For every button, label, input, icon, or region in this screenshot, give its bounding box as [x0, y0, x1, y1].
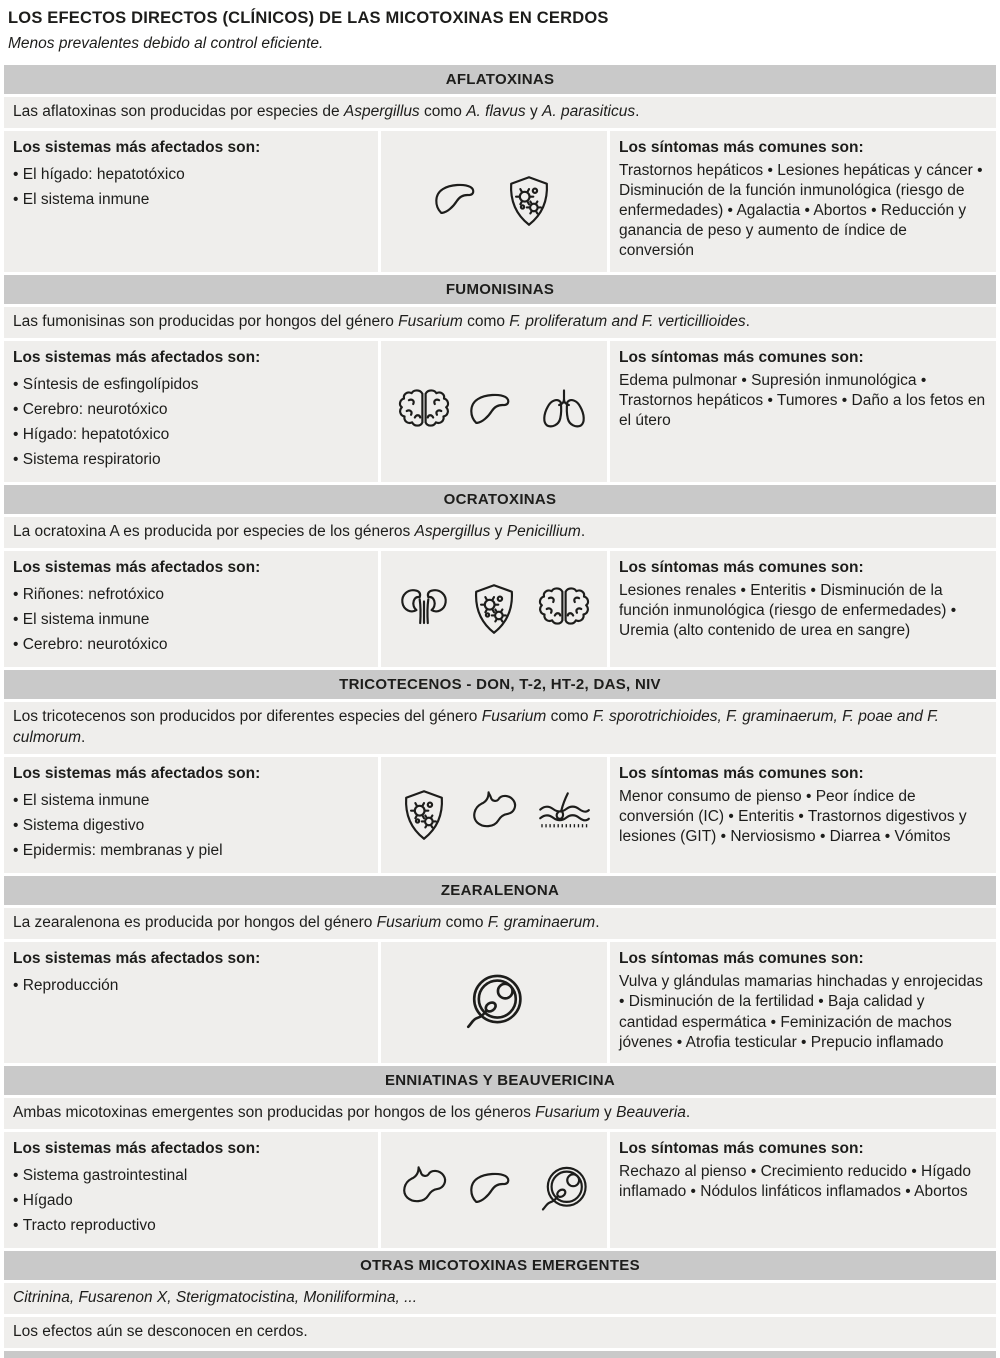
systems-list: [4, 372, 378, 472]
section-header: [4, 876, 996, 905]
section-header: [4, 670, 996, 699]
section-rows: [4, 702, 996, 754]
section-body: [4, 1132, 996, 1248]
species-name-italic: F. sporotrichioides, F. graminaerum, F. poae and F. culmorum: [13, 708, 939, 747]
kidneys-icon: [397, 582, 451, 636]
immune-shield-icon: [467, 582, 521, 636]
species-name-italic: Fusarium: [535, 1103, 600, 1121]
section-rows: [4, 908, 996, 939]
symptoms-cell: [610, 757, 996, 873]
symptoms-text: Vulva y glándulas mamarias hinchadas y enrojecidas • Disminución de la fertilidad • Baja calidad y cantidad espermática • Feminización de machos jóvenes • Atrofia testicular • Prepucio inflamado: [619, 973, 983, 1051]
section-body: [4, 341, 996, 482]
row-text-segment: .: [685, 1103, 691, 1121]
section: [4, 670, 996, 873]
immune-shield-icon: [397, 788, 451, 842]
system-item: • Cerebro: neurotóxico: [13, 632, 369, 657]
brain-icon: [537, 582, 591, 636]
bottom-cropped-header-bar: [4, 1351, 996, 1358]
row-text-segment: como: [419, 103, 467, 120]
system-item: • Sistema respiratorio: [13, 447, 369, 472]
symptoms-heading: Los síntomas más comunes son:: [619, 348, 864, 366]
liver-icon: [467, 1163, 521, 1217]
species-name-italic: Aspergillus: [343, 103, 420, 120]
icons-cell: [381, 942, 607, 1063]
section-title: ENNIATINAS Y BEAUVERICINA: [384, 1071, 616, 1089]
section-header: [4, 485, 996, 514]
section: [4, 1251, 996, 1348]
system-item: • El sistema inmune: [13, 788, 369, 813]
row-text-segment: Las fumonisinas son producidas por hongos del género: [13, 312, 399, 330]
row-text-segment: como: [441, 914, 488, 932]
row-text-segment: Los efectos aún se desconocen en cerdos.: [13, 1323, 308, 1341]
section-title: ZEARALENONA: [440, 882, 560, 900]
lungs-icon: [537, 384, 591, 438]
section: [4, 275, 996, 482]
fertilization-icon: [537, 1163, 591, 1217]
species-name-italic: F. graminaerum: [487, 914, 596, 932]
symptoms-heading: Los síntomas más comunes son:: [619, 138, 864, 156]
section-text-row: [4, 702, 996, 754]
section-text-row: [4, 1283, 996, 1314]
section-text-row: [4, 307, 996, 338]
page-subtitle: Menos prevalentes debido al control eficiente.: [8, 35, 324, 52]
symptoms-heading: Los síntomas más comunes son:: [619, 558, 864, 576]
section-text-row: [4, 517, 996, 548]
system-item: • Hígado: hepatotóxico: [13, 422, 369, 447]
species-name-italic: Citrinina, Fusarenon X, Sterigmatocistina, Moniliformina, ...: [13, 1289, 418, 1307]
symptoms-cell: [610, 551, 996, 667]
section-rows: [4, 1283, 996, 1348]
species-name-italic: Fusarium: [481, 708, 547, 726]
system-item: • Síntesis de esfingolípidos: [13, 372, 369, 397]
systems-cell: [4, 551, 378, 667]
section-title: OTRAS MICOTOXINAS EMERGENTES: [360, 1257, 640, 1275]
systems-cell: [4, 757, 378, 873]
row-text-segment: La ocratoxina A es producida por especies de los géneros: [13, 522, 415, 540]
species-name-italic: Aspergillus: [414, 522, 491, 540]
systems-cell: [4, 1132, 378, 1248]
page-title: LOS EFECTOS DIRECTOS (CLÍNICOS) DE LAS MICOTOXINAS EN CERDOS: [8, 9, 609, 27]
brain-icon: [397, 384, 451, 438]
system-item: • Riñones: nefrotóxico: [13, 582, 369, 607]
systems-heading: Los sistemas más afectados son:: [13, 1139, 261, 1157]
row-text-segment: como: [546, 708, 593, 726]
liver-icon: [432, 174, 486, 228]
section-body: [4, 942, 996, 1063]
row-text-segment: .: [635, 103, 640, 120]
species-name-italic: A. parasiticus: [542, 103, 636, 120]
system-item: • El sistema inmune: [13, 187, 369, 212]
stomach-icon: [397, 1163, 451, 1217]
section-title: FUMONISINAS: [445, 280, 555, 298]
row-text-segment: y: [599, 1103, 617, 1121]
systems-list: [4, 162, 378, 212]
symptoms-cell: [610, 131, 996, 272]
systems-cell: [4, 131, 378, 272]
systems-heading: Los sistemas más afectados son:: [13, 950, 261, 968]
row-text-segment: Las aflatoxinas son producidas por especies de: [13, 103, 344, 120]
section-header: [4, 1066, 996, 1095]
icons-cell: [381, 757, 607, 873]
symptoms-text: Rechazo al pienso • Crecimiento reducido • Hígado inflamado • Nódulos linfáticos inflamados • Abortos: [619, 1162, 972, 1200]
section-rows: [4, 307, 996, 338]
stomach-icon: [467, 788, 521, 842]
section-body: [4, 131, 996, 272]
document-header: [4, 7, 996, 65]
systems-list: [4, 788, 378, 863]
row-text-segment: Los tricotecenos son producidos por diferentes especies del género: [13, 708, 482, 726]
row-text-segment: como: [462, 312, 510, 330]
section-text-row: [4, 1317, 996, 1348]
section-rows: [4, 97, 996, 128]
row-text-segment: .: [580, 522, 586, 540]
systems-list: [4, 1163, 378, 1238]
symptoms-heading: Los síntomas más comunes son:: [619, 765, 864, 783]
icons-cell: [381, 341, 607, 482]
section: [4, 1066, 996, 1248]
systems-heading: Los sistemas más afectados son:: [13, 558, 261, 576]
section-header: [4, 65, 996, 94]
systems-heading: Los sistemas más afectados son:: [13, 348, 261, 366]
symptoms-heading: Los síntomas más comunes son:: [619, 1139, 864, 1157]
row-text-segment: La zearalenona es producida por hongos del género: [13, 914, 377, 932]
liver-icon: [467, 384, 521, 438]
section-header: [4, 275, 996, 304]
row-text-segment: y: [525, 103, 543, 120]
section-rows: [4, 1098, 996, 1129]
symptoms-cell: [610, 942, 996, 1063]
systems-list: [4, 973, 378, 998]
symptoms-cell: [610, 1132, 996, 1248]
icons-cell: [381, 131, 607, 272]
section-title: OCRATOXINAS: [443, 490, 557, 508]
symptoms-cell: [610, 341, 996, 482]
species-name-italic: A. flavus: [466, 103, 526, 120]
section-title: AFLATOXINAS: [445, 71, 555, 88]
system-item: • Sistema gastrointestinal: [13, 1163, 369, 1188]
section: [4, 65, 996, 272]
section-header: [4, 1251, 996, 1280]
row-text-segment: y: [490, 522, 507, 540]
row-text-segment: .: [595, 914, 600, 932]
system-item: • Reproducción: [13, 973, 369, 998]
section-title: TRICOTECENOS - DON, T-2, HT-2, DAS, NIV: [339, 676, 661, 694]
system-item: • Epidermis: membranas y piel: [13, 838, 369, 863]
section-text-row: [4, 97, 996, 128]
system-item: • El hígado: hepatotóxico: [13, 162, 369, 187]
sections-container: [4, 65, 996, 1348]
section-rows: [4, 517, 996, 548]
species-name-italic: Beauveria: [616, 1103, 686, 1121]
fertilization-icon: [461, 970, 527, 1036]
system-item: • Sistema digestivo: [13, 813, 369, 838]
section: [4, 485, 996, 667]
icons-cell: [381, 1132, 607, 1248]
species-name-italic: Fusarium: [376, 914, 442, 932]
systems-heading: Los sistemas más afectados son:: [13, 138, 261, 156]
system-item: • Cerebro: neurotóxico: [13, 397, 369, 422]
symptoms-text: Edema pulmonar • Supresión inmunológica • Trastornos hepáticos • Tumores • Daño a los fetos en el útero: [619, 371, 986, 429]
species-name-italic: F. proliferatum and F. verticillioides: [509, 312, 746, 330]
row-text-segment: Ambas micotoxinas emergentes son producidas por hongos de los géneros: [13, 1103, 536, 1121]
section-text-row: [4, 908, 996, 939]
system-item: • El sistema inmune: [13, 607, 369, 632]
systems-heading: Los sistemas más afectados son:: [13, 765, 261, 783]
species-name-italic: Fusarium: [398, 312, 463, 330]
species-name-italic: Penicillium: [506, 522, 581, 540]
symptoms-heading: Los síntomas más comunes son:: [619, 950, 864, 968]
symptoms-text: Menor consumo de pienso • Peor índice de conversión (IC) • Enteritis • Trastornos digestivos y lesiones (GIT) • Nerviosismo • Diarrea • Vómitos: [619, 788, 967, 846]
row-text-segment: .: [745, 312, 750, 330]
system-item: • Tracto reproductivo: [13, 1213, 369, 1238]
section: [4, 876, 996, 1062]
row-text-segment: .: [81, 729, 86, 747]
skin-icon: [537, 788, 591, 842]
systems-cell: [4, 341, 378, 482]
section-text-row: [4, 1098, 996, 1129]
systems-list: [4, 582, 378, 657]
system-item: • Hígado: [13, 1188, 369, 1213]
systems-cell: [4, 942, 378, 1063]
immune-shield-icon: [502, 174, 556, 228]
section-body: [4, 551, 996, 667]
symptoms-text: Trastornos hepáticos • Lesiones hepáticas y cáncer • Disminución de la función inmunológica (riesgo de enfermedades) • Agalactia • Abortos • Reducción y ganancia de peso y aumento de índice de conversión: [619, 161, 983, 260]
symptoms-text: Lesiones renales • Enteritis • Disminución de la función inmunológica (riesgo de enfermedades) • Uremia (alto contenido de urea en sangre): [619, 581, 957, 640]
section-body: [4, 757, 996, 873]
icons-cell: [381, 551, 607, 667]
